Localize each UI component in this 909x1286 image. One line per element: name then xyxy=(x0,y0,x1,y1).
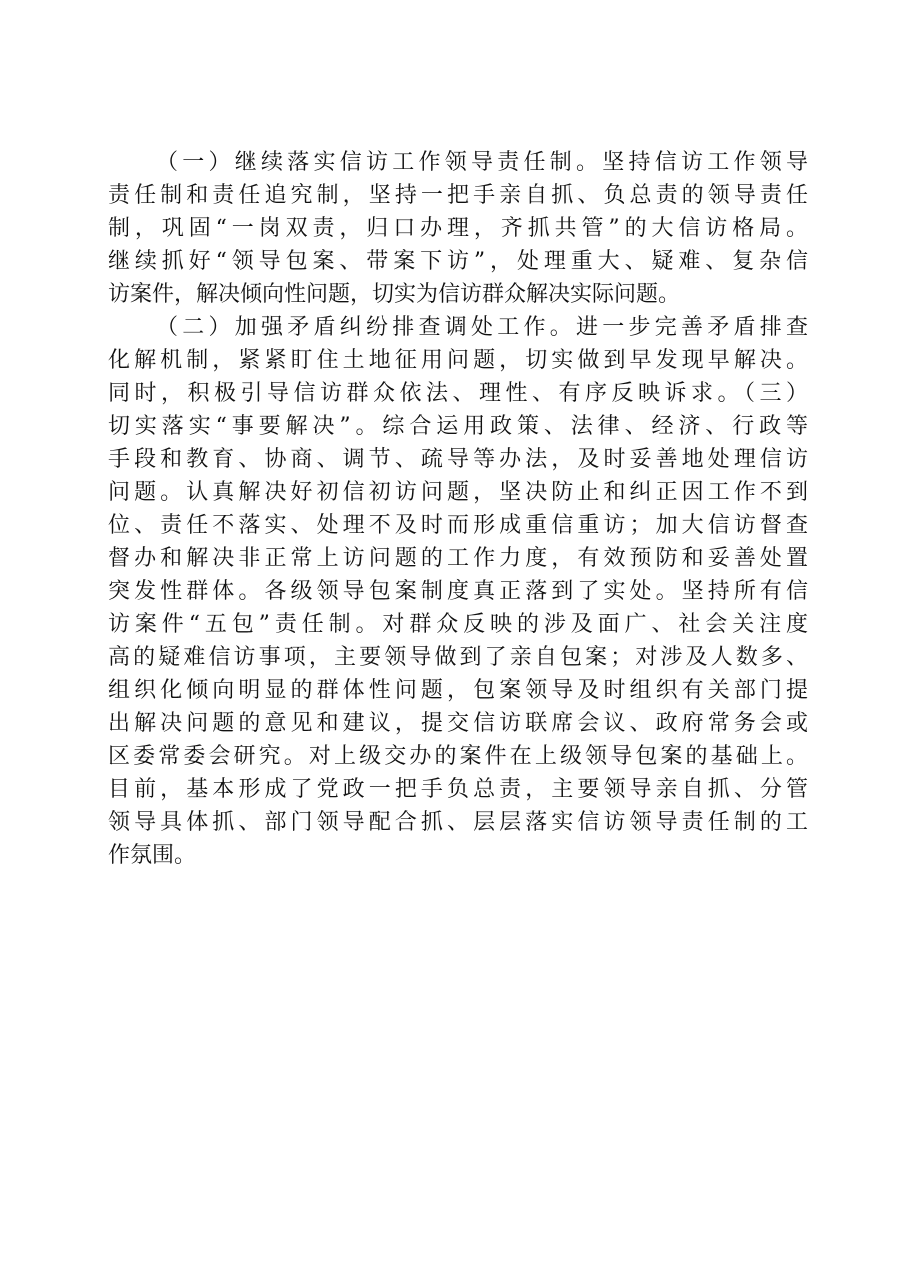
paragraph-line: 领导具体抓、部门领导配合抓、层层落实信访领导责任制的工 xyxy=(108,810,808,835)
paragraph-line: 高的疑难信访事项，主要领导做到了亲自包案；对涉及人数多、 xyxy=(108,645,808,670)
paragraph-line: 作氛围。 xyxy=(108,843,197,868)
paragraph-line: 出解决问题的意见和建议，提交信访联席会议、政府常务会或 xyxy=(108,711,808,736)
paragraph-line: 制，巩固“一岗双责，归口办理，齐抓共管”的大信访格局。 xyxy=(108,216,808,241)
paragraph-line: 位、责任不落实、处理不及时而形成重信重访；加大信访督查 xyxy=(108,513,808,538)
paragraph-line: 切实落实“事要解决”。综合运用政策、法律、经济、行政等 xyxy=(108,414,808,439)
paragraph-1 xyxy=(108,146,808,311)
paragraph-line: 继续抓好“领导包案、带案下访”，处理重大、疑难、复杂信 xyxy=(108,249,808,274)
paragraph-line: 组织化倾向明显的群体性问题，包案领导及时组织有关部门提 xyxy=(108,678,808,703)
paragraph-line: 同时，积极引导信访群众依法、理性、有序反映诉求。（三） xyxy=(108,381,808,406)
paragraph-line: 突发性群体。各级领导包案制度真正落到了实处。坚持所有信 xyxy=(108,579,808,604)
paragraph-line: 手段和教育、协商、调节、疏导等办法，及时妥善地处理信访 xyxy=(108,447,808,472)
paragraph-2 xyxy=(108,311,808,872)
paragraph-line: 访案件，解决倾向性问题，切实为信访群众解决实际问题。 xyxy=(108,282,681,307)
paragraph-line: 责任制和责任追究制，坚持一把手亲自抓、负总责的领导责任 xyxy=(108,183,808,208)
paragraph-line: 目前，基本形成了党政一把手负总责，主要领导亲自抓、分管 xyxy=(108,777,808,802)
paragraph-line: 访案件“五包”责任制。对群众反映的涉及面广、社会关注度 xyxy=(108,612,808,637)
document-body xyxy=(108,146,808,872)
paragraph-line: 督办和解决非正常上访问题的工作力度，有效预防和妥善处置 xyxy=(108,546,808,571)
paragraph-line: （一）继续落实信访工作领导责任制。坚持信访工作领导 xyxy=(156,150,808,175)
paragraph-line: 化解机制，紧紧盯住土地征用问题，切实做到早发现早解决。 xyxy=(108,348,808,373)
paragraph-line: 区委常委会研究。对上级交办的案件在上级领导包案的基础上。 xyxy=(108,744,808,769)
paragraph-line: （二）加强矛盾纠纷排查调处工作。进一步完善矛盾排查 xyxy=(156,315,808,340)
paragraph-line: 问题。认真解决好初信初访问题，坚决防止和纠正因工作不到 xyxy=(108,480,808,505)
